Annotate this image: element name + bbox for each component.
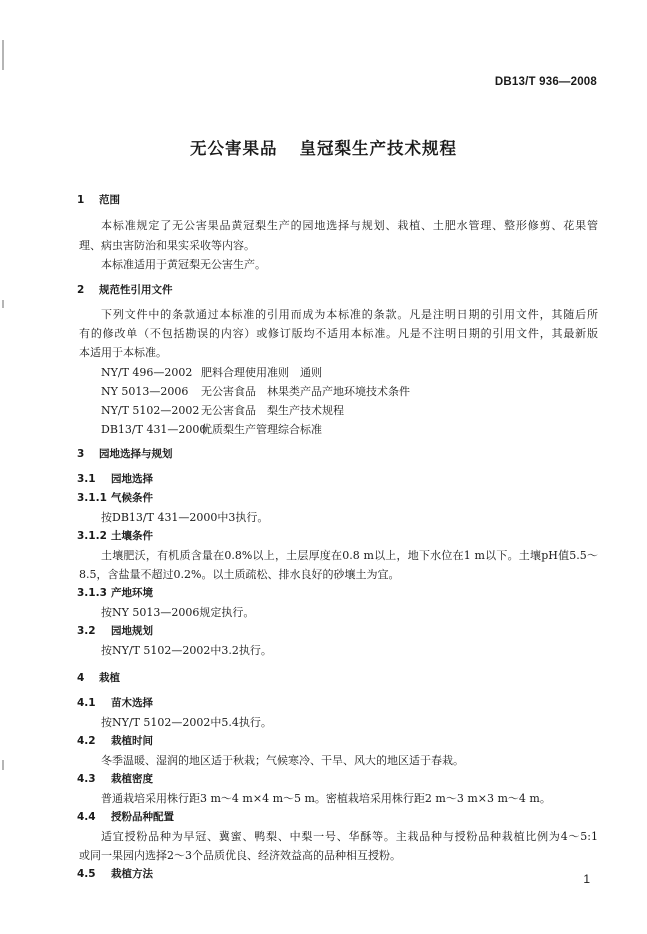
section-title: 园地选择与规划 (99, 448, 173, 460)
paragraph-line: 下列文件中的条款通过本标准的引用而成为本标准的条款。凡是注明日期的引用文件，其随后所 (101, 308, 598, 321)
document-title (0, 135, 647, 159)
reference-item (101, 364, 322, 380)
section-number: 1 (77, 194, 85, 206)
reference-name: 肥料合理使用准则 通则 (201, 366, 322, 379)
paragraph-line: 有的修改单（不包括勘误的内容）或修订版均不适用本标准。凡是不注明日期的引用文件，其最新版 (79, 327, 598, 340)
paragraph-line: 本标准适用于黄冠梨无公害生产。 (101, 258, 266, 271)
paragraph-line: 适宜授粉品种为早冠、冀蜜、鸭梨、中梨一号、华酥等。主栽品种与授粉品种栽植比例为4～5:1 (101, 830, 598, 843)
paragraph-line: 土壤肥沃，有机质含量在0.8%以上，土层厚度在0.8 m以上，地下水位在1 m以下。土壤pH值5.5～ (101, 549, 598, 562)
paragraph-line: 按NY/T 5102—2002中3.2执行。 (101, 644, 272, 657)
title-part-2: 皇冠梨生产技术规程 (299, 139, 457, 158)
section-1-heading (77, 192, 120, 207)
section-number: 4 (77, 672, 85, 684)
standard-code: DB13/T 936—2008 (494, 76, 597, 88)
paragraph-line: 普通栽培采用株行距3 m～4 m×4 m～5 m。密植栽培采用株行距2 m～3 m×3 m～4 m。 (101, 792, 551, 805)
paragraph-line: 按DB13/T 431—2000中3执行。 (101, 511, 269, 524)
subsection-4-5-heading (77, 866, 153, 881)
title-part-1: 无公害果品 (190, 139, 278, 158)
reference-code: NY/T 5102—2002 (101, 404, 200, 417)
subsection-number: 3.1 (77, 473, 96, 485)
subsection-number: 4.2 (77, 735, 96, 747)
paragraph-line: 或同一果园内选择2～3个品质优良、经济效益高的品种相互授粉。 (79, 849, 401, 862)
subsection-title: 栽植密度 (111, 773, 153, 785)
subsection-3-1-1-heading (77, 490, 153, 505)
paragraph-line: 冬季温暖、湿润的地区适于秋栽；气候寒冷、干旱、风大的地区适于春栽。 (101, 754, 464, 767)
subsection-title: 授粉品种配置 (111, 811, 174, 823)
section-title: 规范性引用文件 (99, 284, 173, 296)
section-title: 栽植 (99, 672, 120, 684)
reference-name: 无公害食品 梨生产技术规程 (201, 404, 344, 417)
subsection-title: 气候条件 (111, 492, 153, 504)
section-number: 3 (77, 448, 85, 460)
section-4-heading (77, 670, 120, 685)
reference-item (101, 402, 344, 418)
subsection-title: 栽植方法 (111, 868, 153, 880)
paragraph-line: 本标准规定了无公害果品黄冠梨生产的园地选择与规划、栽植、土肥水管理、整形修剪、花果管 (101, 219, 598, 232)
subsection-number: 4.5 (77, 868, 96, 880)
subsection-title: 土壤条件 (111, 530, 153, 542)
subsection-title: 苗木选择 (111, 697, 153, 709)
subsection-number: 4.1 (77, 697, 96, 709)
subsection-number: 4.4 (77, 811, 96, 823)
subsection-4-3-heading (77, 771, 153, 786)
reference-code: NY/T 496—2002 (101, 366, 193, 379)
reference-item (101, 421, 322, 437)
subsection-title: 园地规划 (111, 625, 153, 637)
paragraph-line: 8.5，含盐量不超过0.2%。以土质疏松、排水良好的砂壤土为宜。 (79, 568, 400, 581)
scan-edge-mark (2, 40, 4, 70)
page-number: 1 (583, 872, 590, 886)
subsection-4-1-heading (77, 695, 153, 710)
subsection-3-1-2-heading (77, 528, 153, 543)
subsection-number: 4.3 (77, 773, 96, 785)
subsection-3-1-3-heading (77, 585, 153, 600)
section-2-heading (77, 282, 173, 297)
scan-edge-mark (2, 760, 4, 770)
reference-code: NY 5013—2006 (101, 385, 189, 398)
section-number: 2 (77, 284, 85, 296)
reference-name: 优质梨生产管理综合标准 (201, 423, 322, 436)
subsection-title: 栽植时间 (111, 735, 153, 747)
reference-name: 无公害食品 林果类产品产地环境技术条件 (201, 385, 410, 398)
subsection-3-2-heading (77, 623, 153, 638)
paragraph-line: 按NY/T 5102—2002中5.4执行。 (101, 716, 272, 729)
reference-code: DB13/T 431—2000 (101, 423, 207, 436)
paragraph-line: 理、病虫害防治和果实采收等内容。 (79, 239, 255, 252)
subsection-number: 3.1.1 (77, 492, 107, 504)
paragraph-line: 本适用于本标准。 (79, 346, 167, 359)
section-title: 范围 (99, 194, 120, 206)
subsection-number: 3.2 (77, 625, 96, 637)
subsection-4-2-heading (77, 733, 153, 748)
subsection-3-1-heading (77, 471, 153, 486)
subsection-number: 3.1.2 (77, 530, 107, 542)
reference-item (101, 383, 410, 399)
subsection-4-4-heading (77, 809, 174, 824)
subsection-title: 园地选择 (111, 473, 153, 485)
paragraph-line: 按NY 5013—2006规定执行。 (101, 606, 255, 619)
scan-edge-mark (2, 300, 4, 308)
section-3-heading (77, 446, 173, 461)
subsection-number: 3.1.3 (77, 587, 107, 599)
subsection-title: 产地环境 (111, 587, 153, 599)
